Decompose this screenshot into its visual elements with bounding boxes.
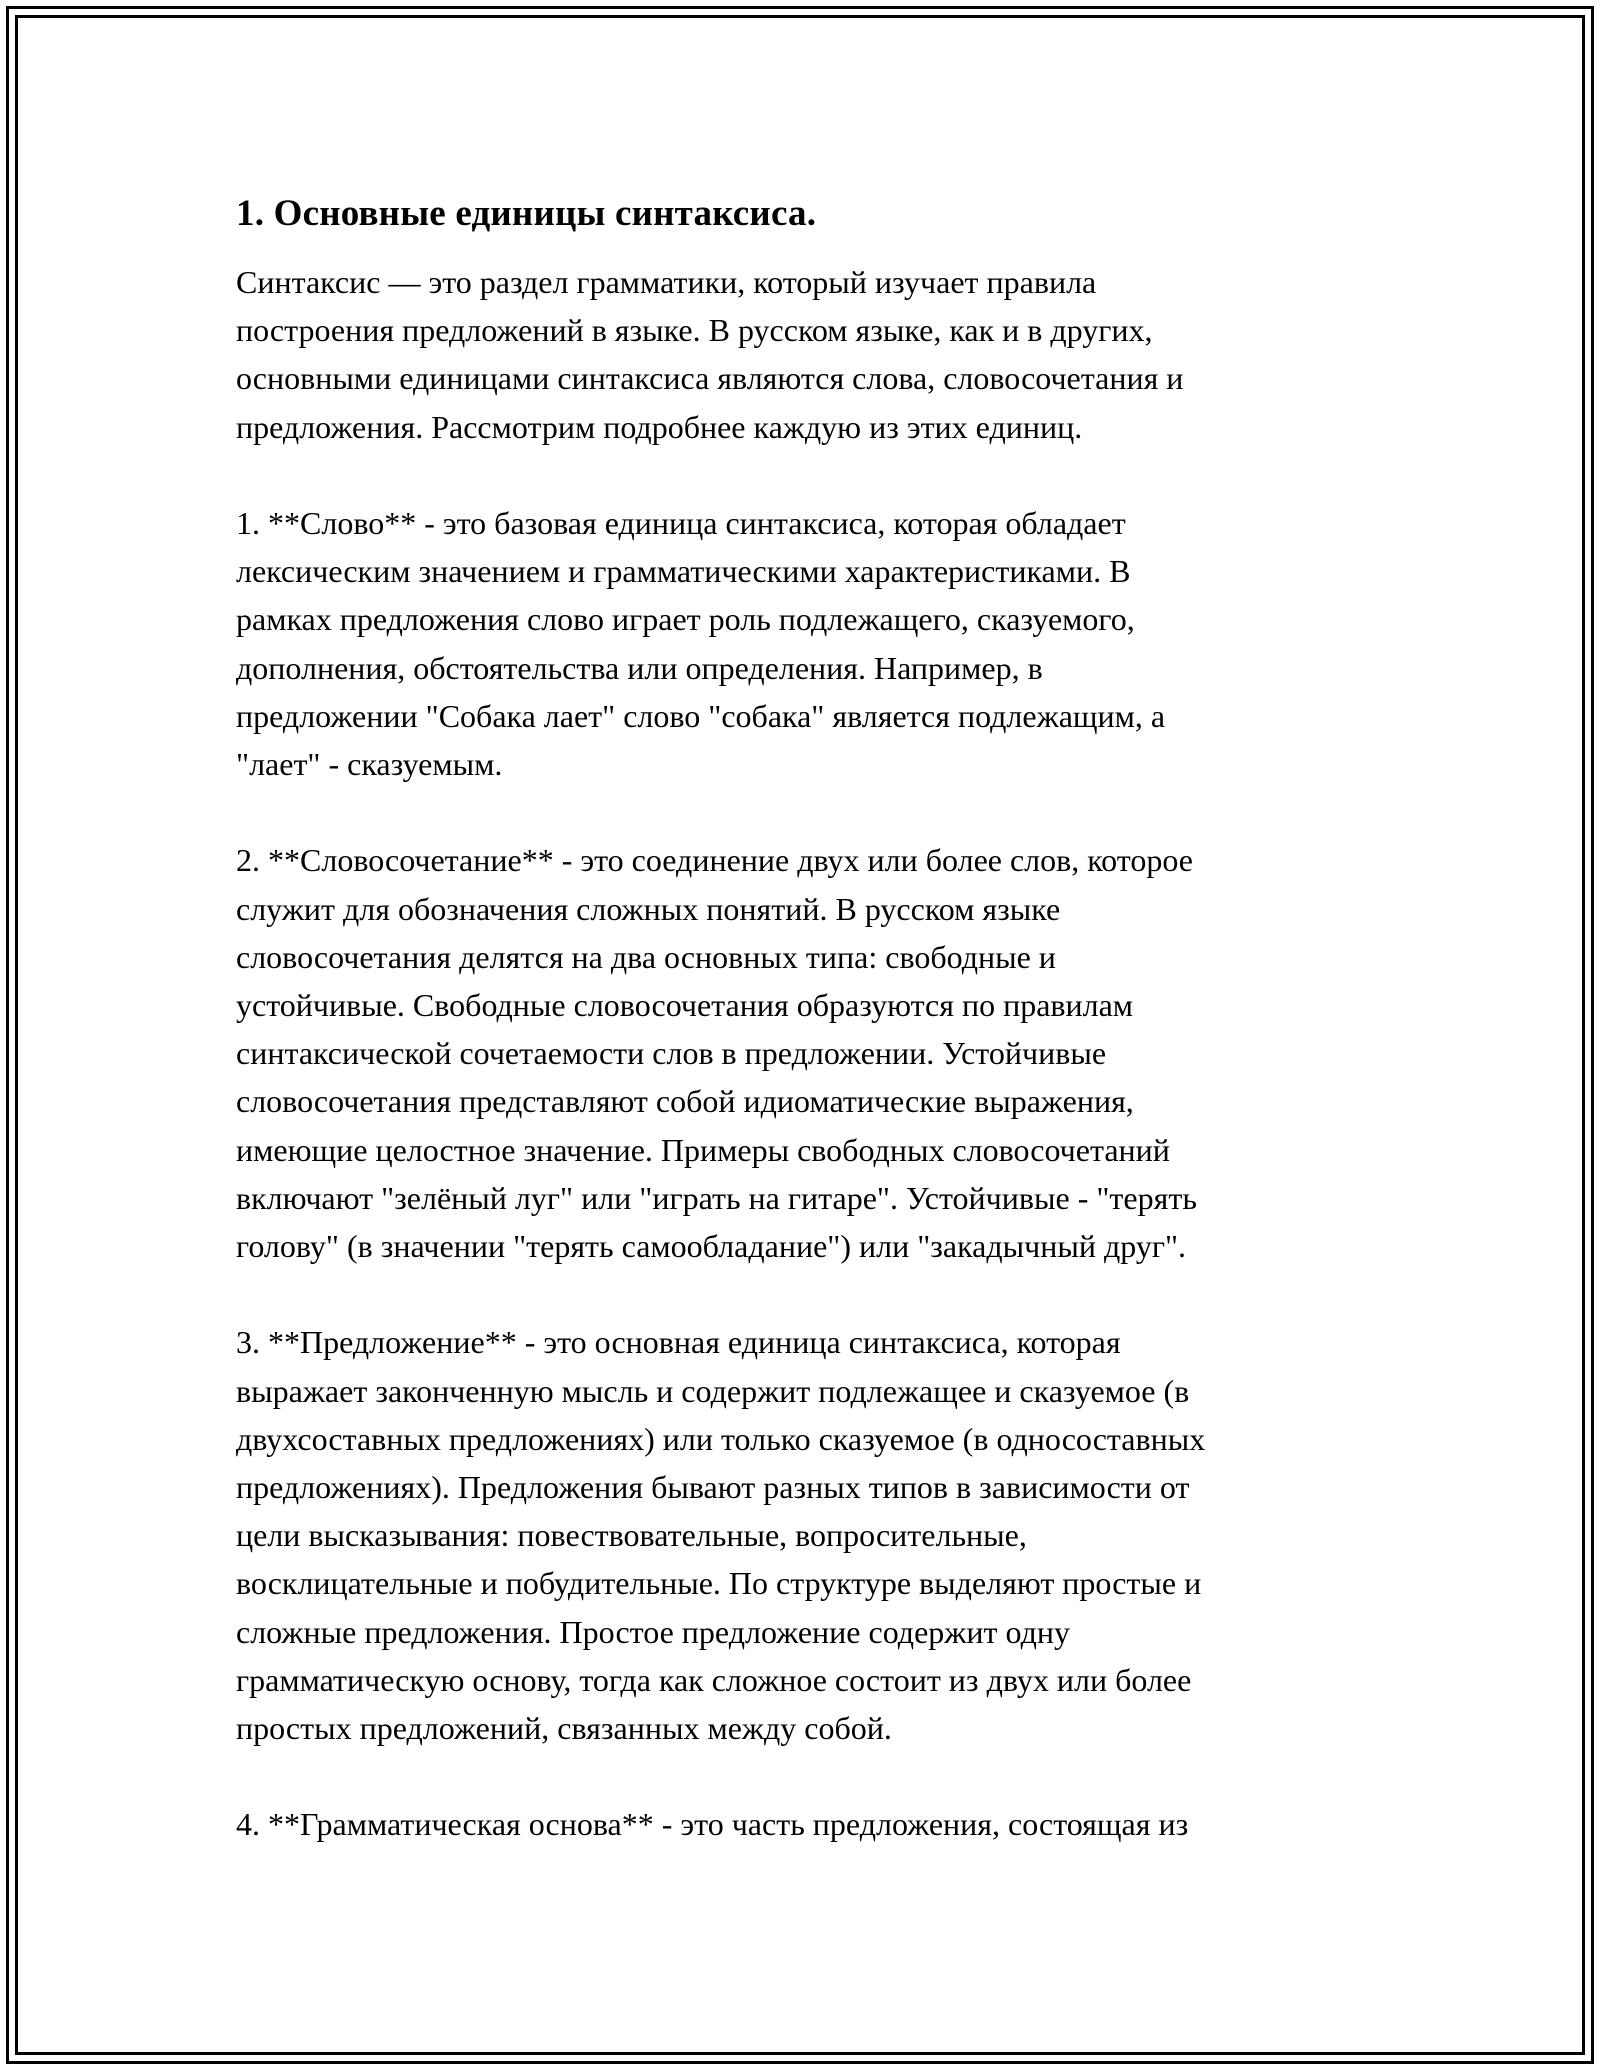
section-heading: 1. Основные единицы синтаксиса. <box>236 193 817 234</box>
document-body <box>236 186 1366 1849</box>
paragraph-phrase: 2. **Словосочетание** - это соединение двух или более слов, которое служит для обозначения сложных понятий. В русском языке словосочетания делятся на два основных типа: свободные и устойчивые. Свободные словосочетания образуются по правилам синтаксической сочетаемости слов в предложении. Устойчивые словосочетания представляют собой идиоматические выражения, имеющие целостное значение. Примеры свободных словосочетаний включают "зелёный луг" или "играть на гитаре". Устойчивые - "терять голову" (в значении "терять самообладание") или "закадычный друг". <box>236 842 1197 1265</box>
paragraph-word: 1. **Слово** - это базовая единица синтаксиса, которая обладает лексическим значением и грамматическими характеристиками. В рамках предложения слово играет роль подлежащего, сказуемого, дополнения, обстоятельства или определения. Например, в предложении "Собака лает" слово "собака" является подлежащим, а "лает" - сказуемым. <box>236 505 1166 783</box>
paragraph-sentence: 3. **Предложение** - это основная единица синтаксиса, которая выражает законченную мысль и содержит подлежащее и сказуемое (в двухсоставных предложениях) или только сказуемое (в односоставных предложениях). Предложения бывают разных типов в зависимости от цели высказывания: повествовательные, вопросительные, восклицательные и побудительные. По структуре выделяют простые и сложные предложения. Простое предложение содержит одну грамматическую основу, тогда как сложное состоит из двух или более простых предложений, связанных между собой. <box>236 1324 1206 1747</box>
paragraph-grammatical-basis: 4. **Грамматическая основа** - это часть предложения, состоящая из <box>236 1806 1189 1843</box>
intro-paragraph: Синтаксис — это раздел грамматики, который изучает правила построения предложений в языке. В русском языке, как и в других, основными единицами синтаксиса являются слова, словосочетания и предложения. Рассмотрим подробнее каждую из этих единиц. <box>236 264 1184 445</box>
